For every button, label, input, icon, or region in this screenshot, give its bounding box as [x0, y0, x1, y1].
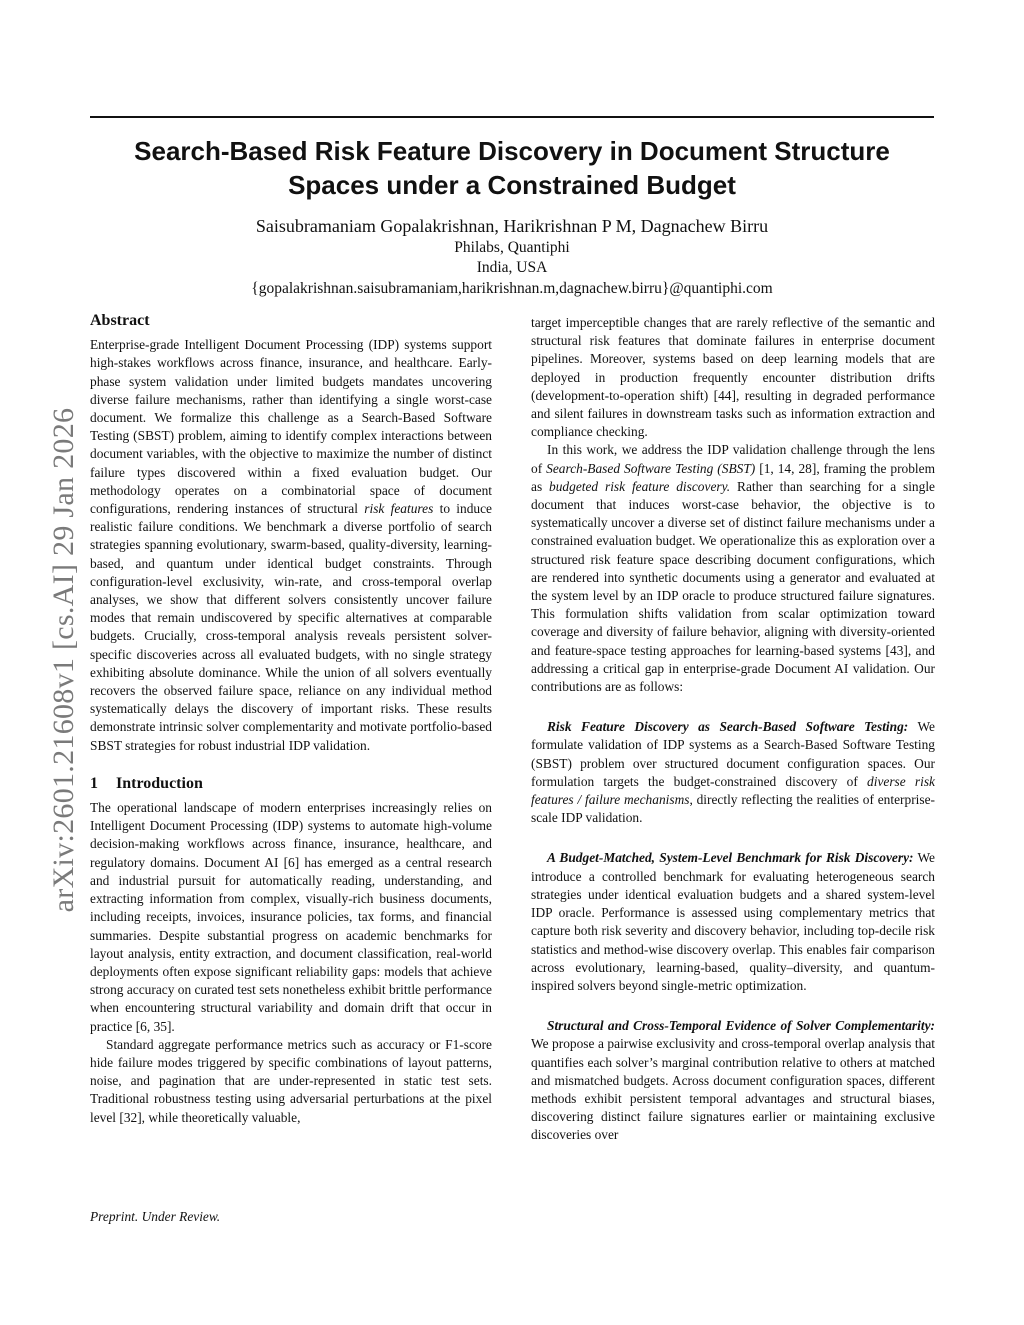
intro-paragraph-3: [531, 441, 935, 696]
abstract-text-part: Enterprise-grade Intelligent Document Processing (IDP) systems support high-stakes workflows across finance, insurance, and healthcare. Early-phase system validation under limited budgets mandates uncovering diverse failure mechanisms, rather than identifying a single worst-case document. We formalize this challenge as a Search-Based Software Testing (SBST) problem, aiming to identify complex interactions between document variables, with the objective to maximize the number of distinct failure types discovered within a fixed evaluation budget. Our methodology operates on a combinatorial space of document configurations, rendering instances of structural: [90, 337, 492, 517]
intro-emphasis: Search-Based Software Testing (SBST): [546, 460, 756, 476]
contribution-emphasis: diverse risk features / failure mechanisms: [531, 773, 935, 808]
intro-paragraph-2: Standard aggregate performance metrics such as accuracy or F1-score hide failure modes triggered by specific combinations of layout patterns, noise, and pagination that are under-represented in static test sets. Traditional robustness testing using adversarial perturbations at the pixel level [32], while theoretically valuable,: [90, 1036, 492, 1125]
title-line-1: Search-Based Risk Feature Discovery in Document Structure: [134, 136, 890, 166]
intro-text-part: Rather than searching for a single document that induces worst-case behavior, the objective is to systematically uncover a diverse set of distinct failure mechanisms under a constrained evaluation budget. We operationalize this as exploration over a structured risk feature space describing document configurations, which are rendered into synthetic documents using a generator and evaluated at the system level by an IDP oracle to produce structured failure signatures. This formulation shifts validation from scalar optimization toward coverage and diversity of failure behavior, aligning with diversity-oriented and feature-space testing approaches for learning-based systems [43], and addressing a critical gap in enterprise-grade Document AI validation. Our contributions are as follows:: [531, 478, 935, 695]
contribution-item: [531, 718, 935, 827]
arxiv-stamp: arXiv:2601.21608v1 [cs.AI] 29 Jan 2026: [47, 407, 80, 913]
contribution-text: We propose a pairwise exclusivity and cross-temporal overlap analysis that quantifies each solver’s marginal contribution relative to others at matched and mismatched budgets. Across document configuration spaces, different methods exhibit persistent temporal advantages and structural biases, discovering distinct failure signatures earlier or maintaining exclusive discoveries over: [531, 1036, 935, 1143]
author-list: Saisubramaniam Gopalakrishnan, Harikrishnan P M, Dagnachew Birru: [255, 216, 769, 236]
paper-title: [90, 134, 934, 202]
top-rule: [90, 116, 934, 118]
right-column: [531, 314, 935, 1145]
intro-emphasis: budgeted risk feature discovery.: [549, 478, 731, 494]
contribution-item: [531, 849, 935, 995]
contribution-item: [531, 1017, 935, 1144]
introduction-heading: [90, 775, 492, 793]
location: India, USA: [476, 259, 548, 276]
title-line-2: Spaces under a Constrained Budget: [288, 170, 736, 200]
abstract-text-part: to induce realistic failure conditions. We benchmark a diverse portfolio of search strategies spanning evolutionary, swarm-based, quality-diversity, learning-based, and quantum under identical budget constraints. Through configuration-level exclusivity, win-rate, and cross-temporal overlap analyses, we show that different solvers consistently uncover failure modes that remain undiscovered by specific alternatives at comparable budgets. Crucially, cross-temporal analysis reveals persistent solver-specific discoveries across all evaluated budgets, with no single strategy exhibiting absolute dominance. While the union of all solvers eventually recovers the observed failure space, reliance on any individual method systematically delays the discovery of important risks. These results demonstrate intrinsic solver complementarity and motivate portfolio-based SBST strategies for robust industrial IDP validation.: [90, 501, 492, 753]
section-number: 1: [90, 774, 98, 792]
intro-text-part: [1, 14, 28], framing the problem as: [531, 460, 935, 494]
abstract-heading: Abstract: [90, 312, 150, 329]
contribution-title: Risk Feature Discovery as Search-Based Software Testing:: [547, 719, 909, 735]
left-column: [90, 312, 492, 1127]
affiliation: Philabs, Quantiphi: [454, 239, 570, 256]
contribution-text: , directly reflecting the realities of enterprise-scale IDP validation.: [531, 792, 935, 826]
contribution-title: A Budget-Matched, System-Level Benchmark for Risk Discovery:: [547, 850, 914, 866]
contribution-text: We introduce a controlled benchmark for evaluating heterogeneous search strategies under identical evaluation budgets and a shared system-level IDP oracle. Performance is assessed using complementary metrics that capture both risk severity and discovery behavior, including top-decile risk statistics and method-wise discovery overlap. This enables fair comparison across evolutionary, learning-based, quality–diversity, and quantum-inspired solvers beyond single-metric optimization.: [531, 850, 935, 993]
contribution-title: Structural and Cross-Temporal Evidence of Solver Complementarity:: [547, 1018, 935, 1034]
section-title: Introduction: [116, 774, 203, 792]
abstract-text: [90, 336, 492, 755]
contribution-text: We formulate validation of IDP systems as a Search-Based Software Testing (SBST) problem over structured document configuration spaces. Our formulation targets the budget-constrained discovery of: [531, 719, 935, 789]
intro-paragraph-2-continued: target imperceptible changes that are rarely reflective of the semantic and structural risk features that dominate failures in enterprise document pipelines. Moreover, systems based on deep learning models that are deployed in production frequently encounter distribution drifts (development-to-operation shift) [44], resulting in degraded performance and silent failures in downstream tasks such as information extraction and compliance checking.: [531, 315, 935, 440]
author-emails: {gopalakrishnan.saisubramaniam,harikrishnan.m,dagnachew.birru}@quantiphi.com: [251, 280, 773, 297]
intro-text-part: In this work, we address the IDP validation challenge through the lens of: [531, 442, 935, 476]
intro-paragraph-1: The operational landscape of modern enterprises increasingly relies on Intelligent Document Processing (IDP) systems to automate high-volume decision-making workflows across finance, insurance, healthcare, and regulatory domains. Document AI [6] has emerged as a central research and industrial pursuit for automatically reading, understanding, and extracting information from complex, visually-rich business documents, including receipts, invoices, insurance policies, tax forms, and financial summaries. Despite substantial progress on academic benchmarks for layout analysis, entity extraction, and document classification, real-world deployments often expose significant reliability gaps: models that achieve strong accuracy on curated test sets nonetheless exhibit brittle performance when encountering structural variability and domain drift that occur in practice [6, 35].: [90, 800, 492, 1034]
footer-note: Preprint. Under Review.: [90, 1209, 221, 1224]
abstract-emphasis: risk features: [364, 501, 434, 517]
